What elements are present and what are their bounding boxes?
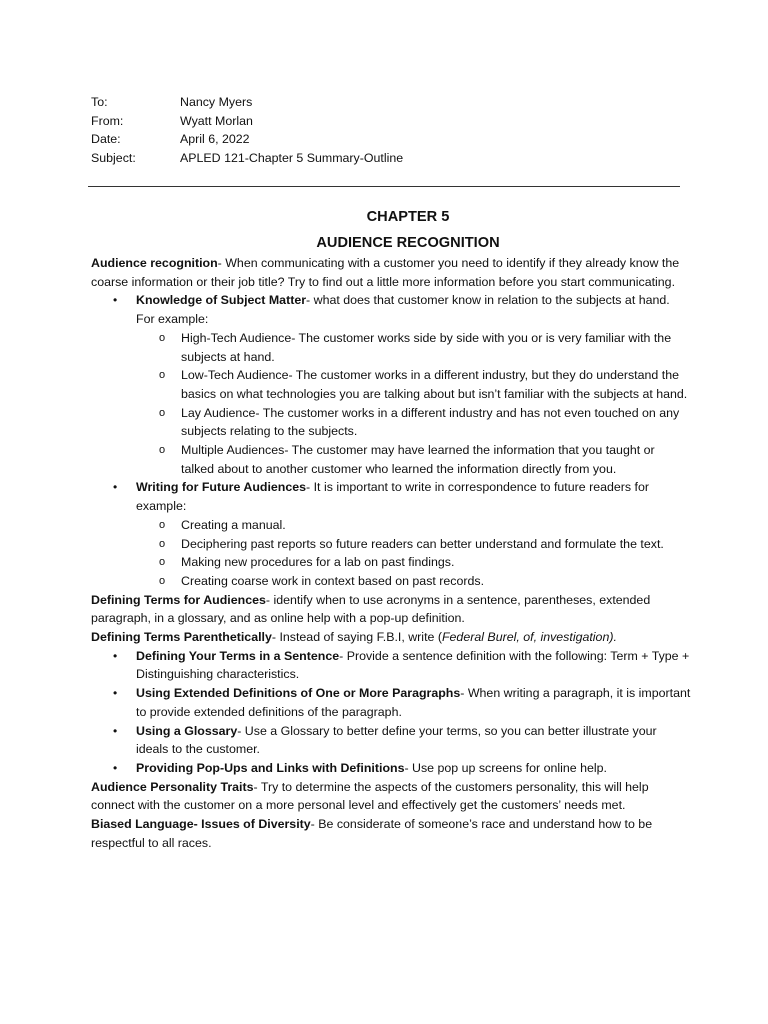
sub-bullet-text: Creating a manual. [181,517,286,532]
bullet-future-audiences [91,478,691,515]
paragraph-audience-recognition [91,254,691,291]
text-extended-definitions: - When writing a paragraph, it is important to provide extended definitions of the paragraph. [136,686,691,719]
memo-header [91,93,403,168]
memo-date-row [91,130,403,149]
text-knowledge-subject-matter: - what does that customer know in relation to the subjects at hand. For example: [136,293,670,327]
memo-date-label: Date: [91,132,121,147]
term-defining-parenthetically: Defining Terms Parenthetically [91,630,272,645]
memo-to-row [91,93,403,112]
text-defining-parenthetically: - Instead of saying F.B.I, write ( [271,630,442,645]
sub-bullet-low-tech [91,366,691,403]
term-extended-definitions: Using Extended Definitions of One or More Paragraphs [136,686,461,701]
text-terms-in-sentence: - Provide a sentence definition with the following: Term + Type + Distinguishing characteristics. [136,648,690,682]
sub-bullet-lay-audience [91,404,691,441]
sub-bullet-icon: o [159,444,166,457]
text-audience-recognition: - When communicating with a customer you need to identify if they already know the coarse information or their job title? Try to find out a little more information before you start communicating. [91,256,680,289]
bullet-icon: • [113,648,118,663]
chapter-title: CHAPTER 5 [366,209,450,225]
sub-bullet-multiple-audiences [91,441,691,478]
memo-subject-row [91,149,403,168]
memo-subject-label: Subject: [91,151,136,166]
bullet-using-glossary [91,722,691,759]
bullet-knowledge-subject-matter [91,291,691,328]
sub-bullet-lab-procedures [91,553,691,572]
memo-from-label: From: [91,113,124,128]
chapter-subtitle: AUDIENCE RECOGNITION [316,235,500,251]
term-defining-terms: Defining Terms for Audiences [91,592,266,607]
memo-subject-value: APLED 121-Chapter 5 Summary-Outline [180,151,404,166]
term-personality-traits: Audience Personality Traits [91,779,254,794]
sub-bullet-coarse-work [91,572,691,591]
sub-bullet-icon: o [159,331,166,344]
memo-to-label: To: [91,95,108,109]
text-biased-language: - Be considerate of someone’s race and understand how to be respectful to all races. [91,817,653,850]
sub-bullet-icon: o [159,537,166,550]
italic-fbi-expansion: Federal Burel, of, investigation). [441,630,617,645]
paragraph-defining-terms [91,591,691,628]
bullet-icon: • [113,760,118,775]
bullet-icon: • [113,686,118,701]
sub-bullet-text: High-Tech Audience- The customer works side by side with you or is very familiar with the subjects at hand. [181,330,672,364]
paragraph-biased-language [91,815,691,852]
term-biased-language: Biased Language- Issues of Diversity [91,817,311,832]
document-body [91,254,691,853]
term-future-audiences: Writing for Future Audiences [136,480,307,495]
bullet-icon: • [113,723,118,738]
text-pop-ups: - Use pop up screens for online help. [404,760,607,775]
paragraph-personality-traits [91,778,691,815]
memo-date-value: April 6, 2022 [180,132,250,147]
sub-bullet-icon: o [159,369,166,382]
sub-bullet-text: Multiple Audiences- The customer may have learned the information that you taught or talked about to another customer who learned the information directly from you. [181,443,655,476]
text-using-glossary: - Use a Glossary to better define your terms, so you can better illustrate your ideals to the customer. [136,723,657,757]
memo-to-value: Nancy Myers [180,95,253,109]
sub-bullet-text: Low-Tech Audience- The customer works in a different industry, but they do understand the basics on what technologies you are talking about but isn’t familiar with the subjects at hand. [181,368,688,401]
bullet-terms-in-sentence [91,647,691,684]
term-audience-recognition: Audience recognition [91,256,218,270]
sub-bullet-text: Making new procedures for a lab on past findings. [181,555,455,570]
sub-bullet-icon: o [159,406,166,419]
text-future-audiences: - It is important to write in correspondence to future readers for example: [136,480,650,514]
bullet-icon: • [113,480,118,495]
term-using-glossary: Using a Glossary [136,723,238,738]
header-divider [88,186,680,187]
term-knowledge-subject-matter: Knowledge of Subject Matter [136,293,307,308]
memo-from-row [91,112,403,131]
memo-from-value: Wyatt Morlan [180,113,253,128]
text-personality-traits: - Try to determine the aspects of the customers personality, this will help connect with the customer on a more personal level and effectively get the customers’ needs met. [91,779,649,813]
sub-bullet-icon: o [159,574,166,587]
term-pop-ups: Providing Pop-Ups and Links with Definitions [136,760,405,775]
paragraph-defining-parenthetically [91,628,691,647]
sub-bullet-icon: o [159,556,166,569]
sub-bullet-high-tech [91,329,691,366]
sub-bullet-text: Lay Audience- The customer works in a different industry and has not even touched on any subjects relating to the subjects. [181,405,680,439]
sub-bullet-past-reports [91,535,691,554]
term-terms-in-sentence: Defining Your Terms in a Sentence [136,648,340,663]
sub-bullet-text: Creating coarse work in context based on past records. [181,573,485,588]
sub-bullet-manual [91,516,691,535]
bullet-extended-definitions [91,684,691,721]
sub-bullet-text: Deciphering past reports so future readers can better understand and formulate the text. [181,536,664,551]
bullet-pop-ups [91,759,691,778]
bullet-icon: • [113,293,118,308]
sub-bullet-icon: o [159,518,166,531]
text-defining-terms: - identify when to use acronyms in a sentence, parentheses, extended paragraph, in a glossary, and as online help with a pop-up definition. [91,592,651,626]
